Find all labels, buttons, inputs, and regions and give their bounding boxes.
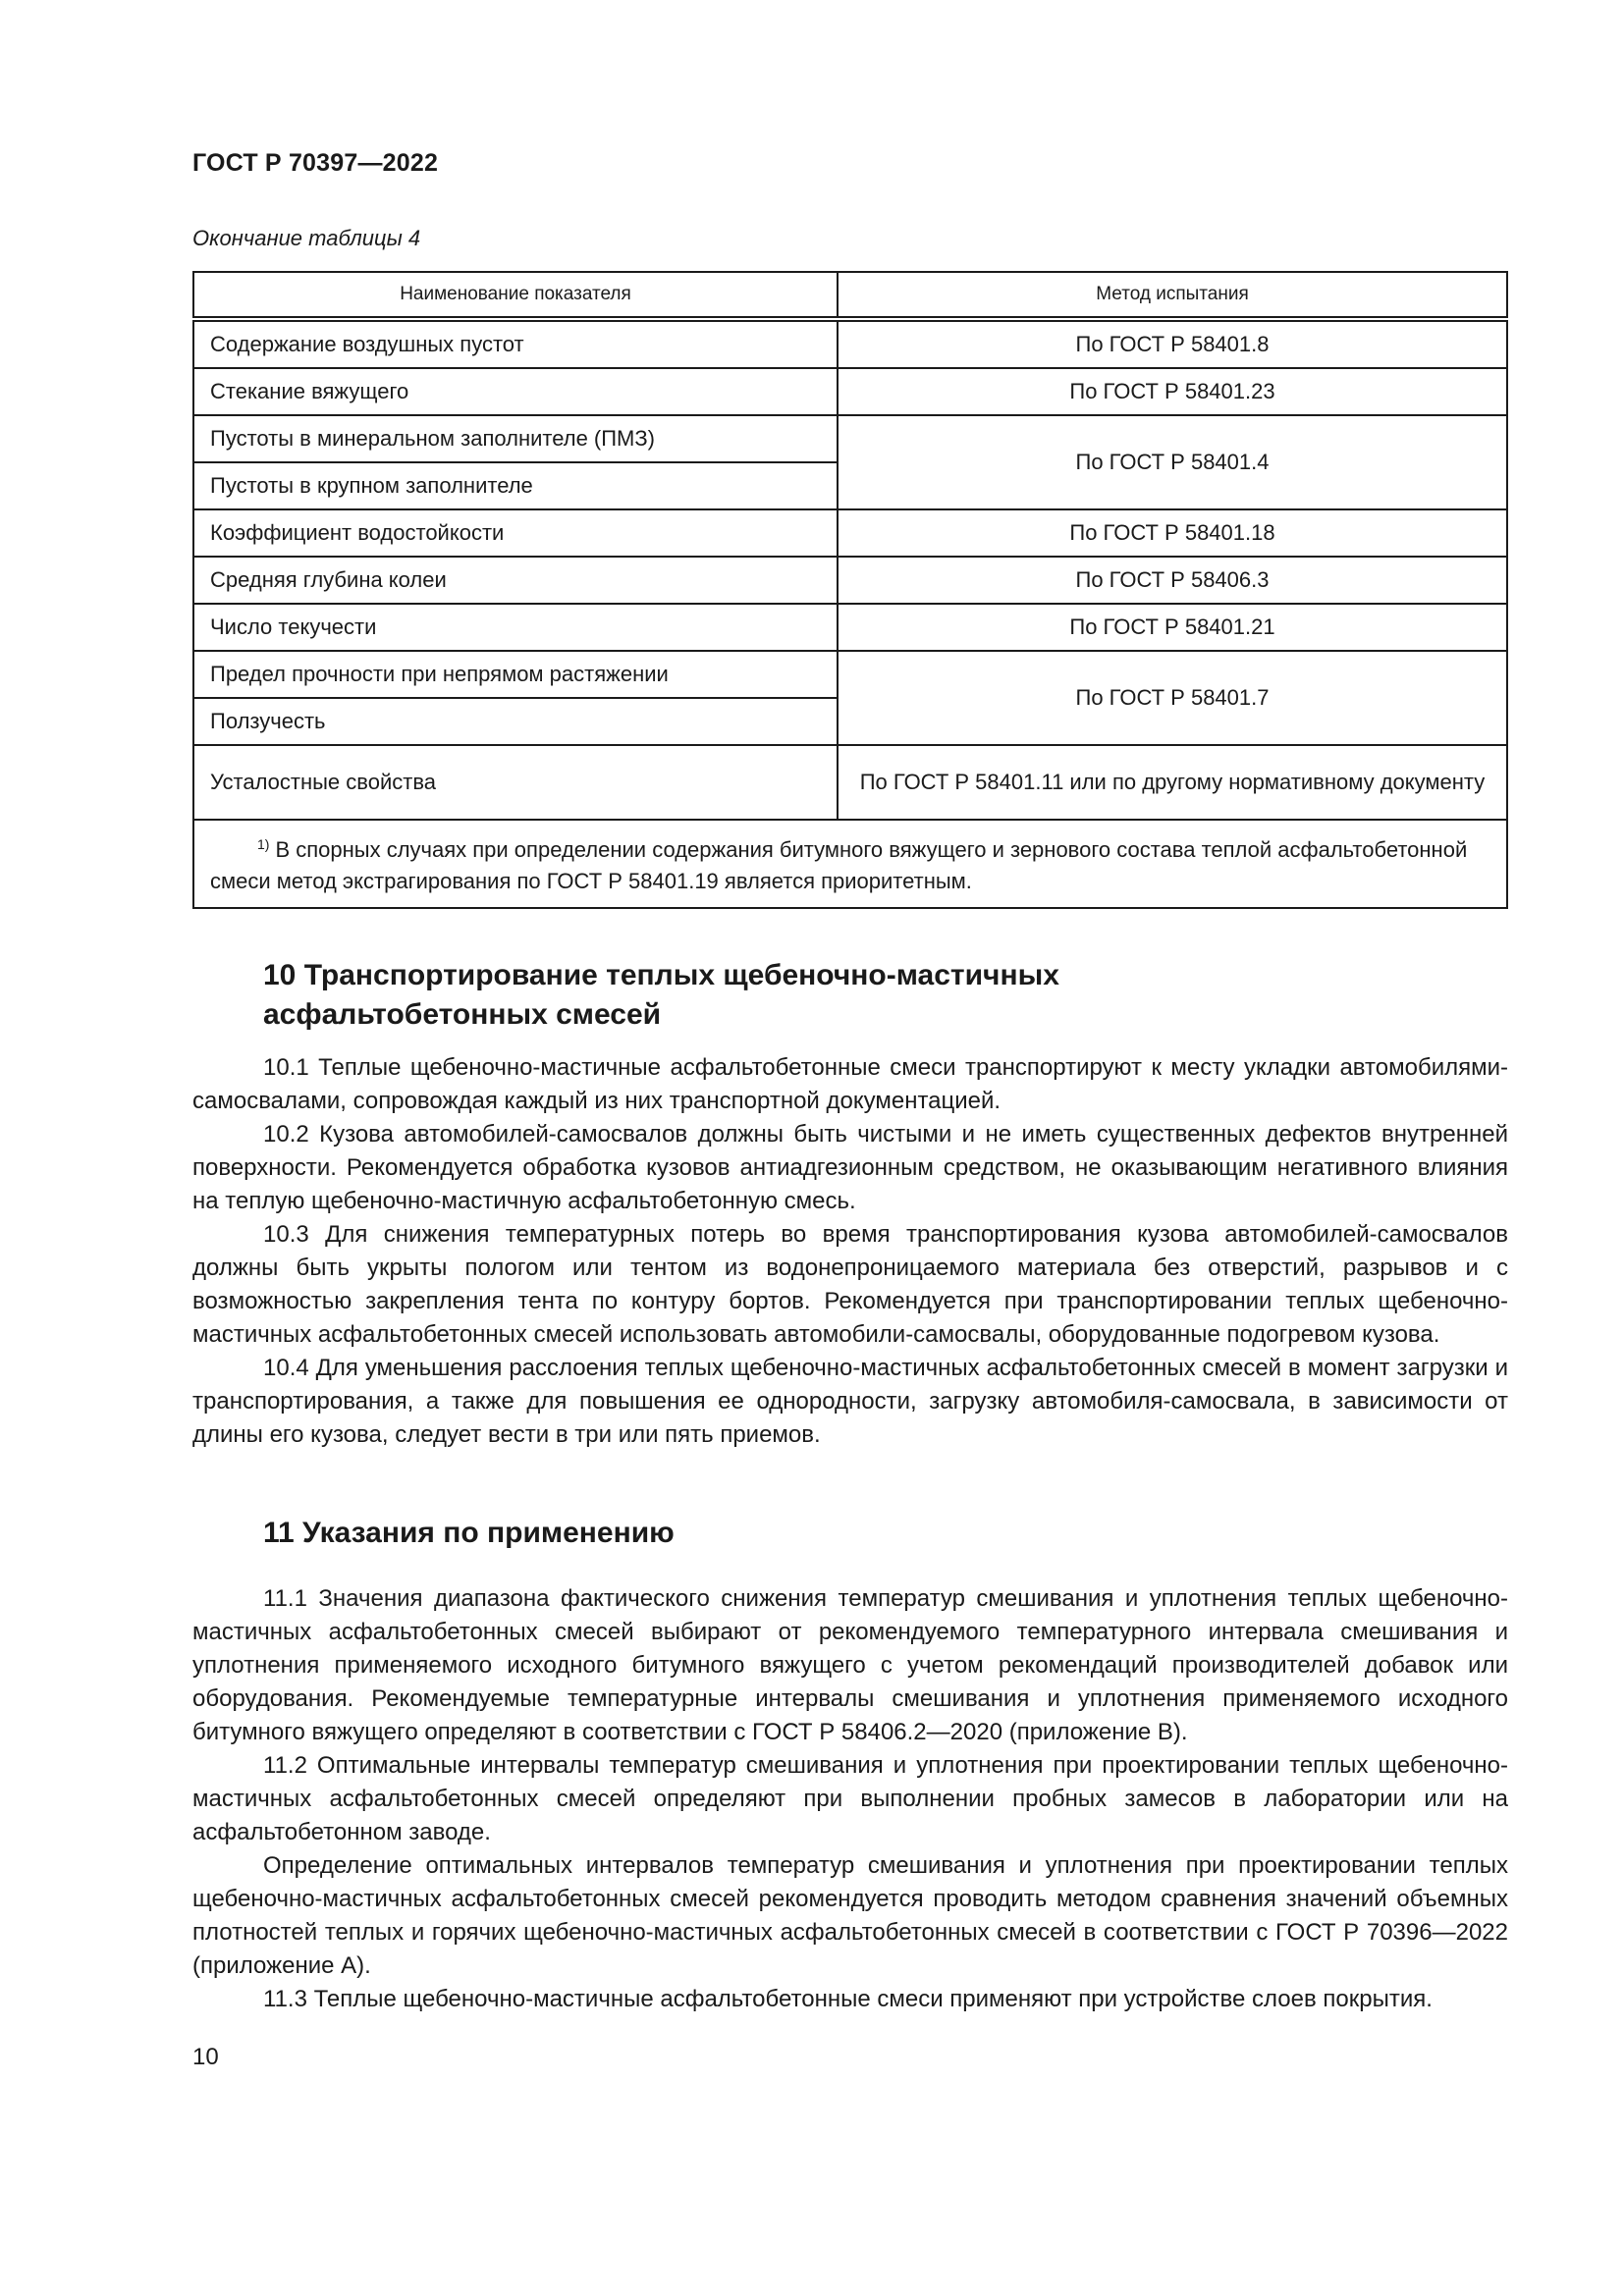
section-10-title-line2: асфальтобетонных смесей — [263, 998, 662, 1031]
indicator-name: Коэффициент водостойкости — [193, 509, 838, 557]
test-method: По ГОСТ Р 58401.21 — [838, 604, 1507, 651]
table-row — [193, 604, 1507, 651]
footnote-text: В спорных случаях при определении содержания битумного вяжущего и зернового состава теплой асфальтобетонной смеси метод экстрагирования по ГОСТ Р 58401.19 является приоритетным. — [210, 837, 1468, 893]
column-header-indicator: Наименование показателя — [193, 272, 838, 319]
indicator-name: Средняя глубина колеи — [193, 557, 838, 604]
paragraph-11-2: 11.2 Оптимальные интервалы температур смешивания и уплотнения при проектировании теплых щебеночно-мастичных асфальтобетонных смесей определяют при выполнении пробных замесов в лаборатории или на асфальтобетонном заводе. — [192, 1752, 1508, 1845]
table-row — [193, 651, 1507, 698]
test-method: По ГОСТ Р 58406.3 — [838, 557, 1507, 604]
footnote-marker: 1) — [257, 836, 270, 852]
indicator-name: Пустоты в минеральном заполнителе (ПМЗ) — [193, 415, 838, 462]
test-methods-table — [192, 271, 1508, 909]
table-row — [193, 415, 1507, 462]
indicator-name: Число текучести — [193, 604, 838, 651]
test-method: По ГОСТ Р 58401.11 или по другому нормативному документу — [838, 745, 1507, 820]
test-method: По ГОСТ Р 58401.8 — [838, 319, 1507, 368]
section-10-body — [192, 1051, 1508, 1452]
section-10-title — [263, 956, 1059, 1035]
indicator-name: Ползучесть — [193, 698, 838, 745]
section-11-title: 11 Указания по применению — [263, 1517, 675, 1549]
test-method: По ГОСТ Р 58401.18 — [838, 509, 1507, 557]
standard-id-header: ГОСТ Р 70397—2022 — [192, 149, 439, 177]
table-header-row — [193, 272, 1507, 319]
table-footnote-row — [193, 820, 1507, 908]
table-row — [193, 745, 1507, 820]
table-caption: Окончание таблицы 4 — [192, 226, 421, 250]
paragraph-11-3: 11.3 Теплые щебеночно-мастичные асфальтобетонные смеси применяют при устройстве слоев покрытия. — [263, 1986, 1433, 2012]
section-10-title-line1: 10 Транспортирование теплых щебеночно-мастичных — [263, 959, 1059, 991]
paragraph-11-2-cont: Определение оптимальных интервалов температур смешивания и уплотнения при проектировании теплых щебеночно-мастичных асфальтобетонных смесей рекомендуется проводить методом сравнения значений объемных плотностей теплых и горячих щебеночно-мастичных асфальтобетонных смесей в соответствии с ГОСТ Р 70396—2022 (приложение А). — [192, 1852, 1508, 1979]
indicator-name: Предел прочности при непрямом растяжении — [193, 651, 838, 698]
test-method: По ГОСТ Р 58401.7 — [838, 651, 1507, 745]
indicator-name: Усталостные свойства — [193, 745, 838, 820]
table-row — [193, 557, 1507, 604]
paragraph-11-1: 11.1 Значения диапазона фактического снижения температур смешивания и уплотнения теплых щебеночно-мастичных асфальтобетонных смесей выбирают от рекомендуемого температурного интервала смешивания и уплотнения применяемого исходного битумного вяжущего с учетом рекомендаций производителей добавок или оборудования. Рекомендуемые температурные интервалы смешивания и уплотнения применяемого исходного битумного вяжущего определяют в соответствии с ГОСТ Р 58406.2—2020 (приложение В). — [192, 1585, 1508, 1745]
indicator-name: Пустоты в крупном заполнителе — [193, 462, 838, 509]
paragraph-10-2: 10.2 Кузова автомобилей-самосвалов должны быть чистыми и не иметь существенных дефектов внутренней поверхности. Рекомендуется обработка кузовов антиадгезионным средством, не оказывающим негативного влияния на теплую щебеночно-мастичную асфальтобетонную смесь. — [192, 1121, 1508, 1214]
table-footnote — [193, 820, 1507, 908]
indicator-name: Содержание воздушных пустот — [193, 319, 838, 368]
test-method: По ГОСТ Р 58401.4 — [838, 415, 1507, 509]
paragraph-10-1: 10.1 Теплые щебеночно-мастичные асфальтобетонные смеси транспортируют к месту укладки автомобилями-самосвалами, сопровождая каждый из них транспортной документацией. — [192, 1054, 1508, 1114]
paragraph-10-3: 10.3 Для снижения температурных потерь во время транспортирования кузова автомобилей-самосвалов должны быть укрыты пологом или тентом из водонепроницаемого материала без отверстий, разрывов и с возможностью закрепления тента по контуру бортов. Рекомендуется при транспортировании теплых щебеночно-мастичных асфальтобетонных смесей использовать автомобили-самосвалы, оборудованные подогревом кузова. — [192, 1221, 1508, 1348]
table-row — [193, 368, 1507, 415]
indicator-name: Стекание вяжущего — [193, 368, 838, 415]
section-11-body — [192, 1582, 1508, 2016]
table-row — [193, 509, 1507, 557]
test-method: По ГОСТ Р 58401.23 — [838, 368, 1507, 415]
paragraph-10-4: 10.4 Для уменьшения расслоения теплых щебеночно-мастичных асфальтобетонных смесей в момент загрузки и транспортирования, а также для повышения ее однородности, загрузку автомобиля-самосвала, в зависимости от длины его кузова, следует вести в три или пять приемов. — [192, 1355, 1508, 1448]
column-header-method: Метод испытания — [838, 272, 1507, 319]
table-row — [193, 319, 1507, 368]
page-number: 10 — [192, 2044, 219, 2070]
